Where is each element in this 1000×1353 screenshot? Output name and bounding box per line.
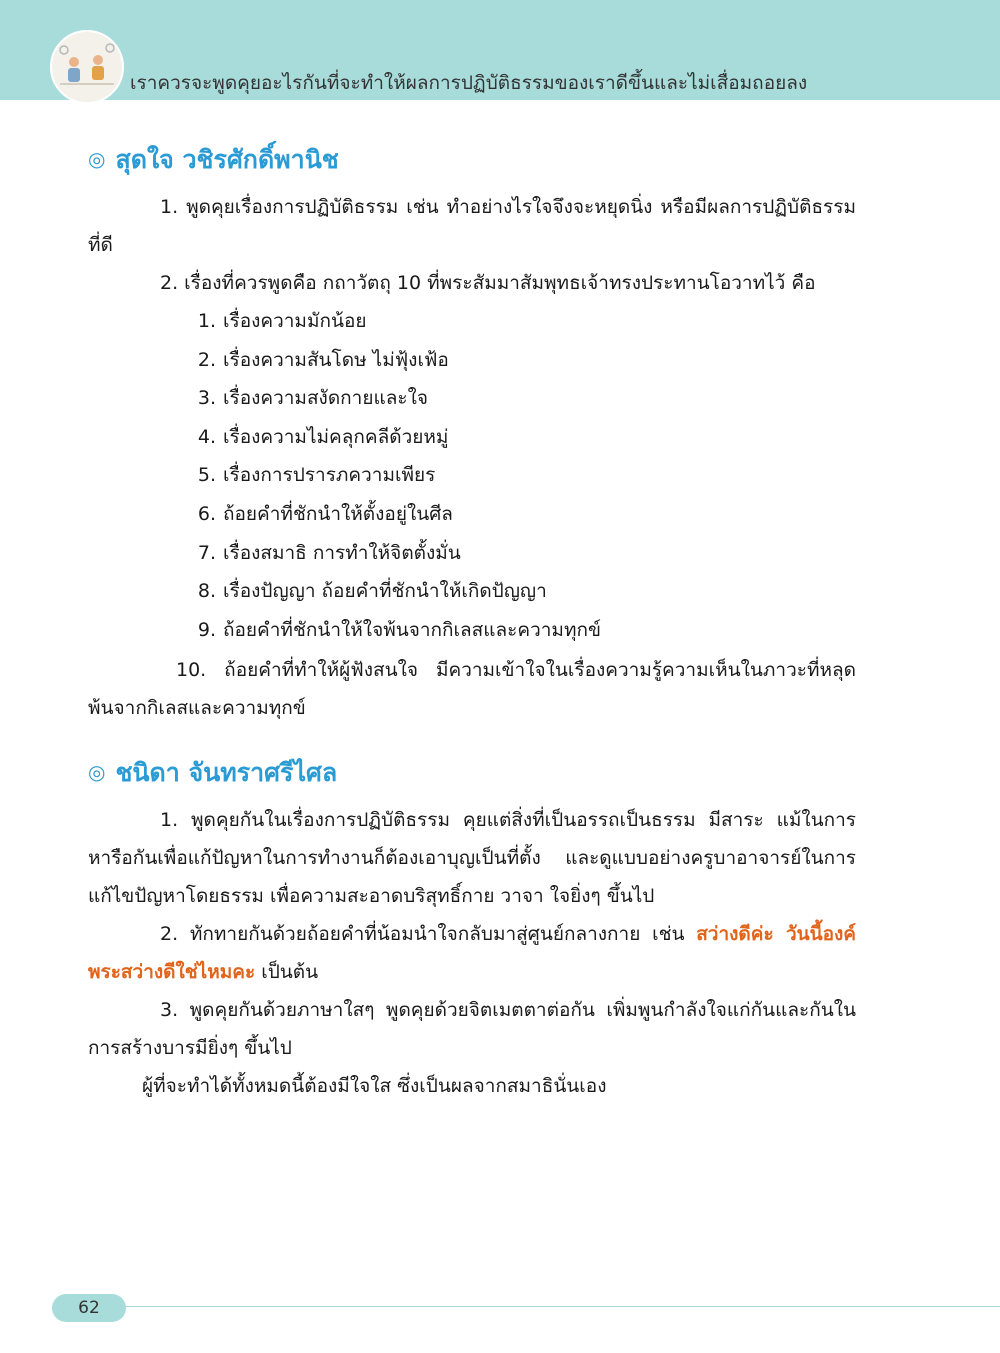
item-text: เรื่องความมักน้อย [223, 310, 367, 332]
item-text: ถ้อยคำที่ชักนำให้ตั้งอยู่ในศีล [223, 502, 453, 525]
main-content [88, 140, 856, 1105]
person-name: ชนิดา จันทราศรีไศล [115, 758, 338, 788]
item-number: 9. [197, 618, 216, 641]
item-text: เรื่องความสงัดกายและใจ [223, 387, 428, 410]
paragraph: 3. พูดคุยกันด้วยภาษาใสๆ พูดคุยด้วยจิตเมตตาต่อกัน เพิ่มพูนกำลังใจแก่กันและกันในการสร้างบารมียิ่งๆ ขึ้นไป [88, 999, 856, 1060]
item-text: เรื่องสมาธิ การทำให้จิตตั้งมั่น [223, 541, 461, 564]
item-text: เรื่องความไม่คลุกคลีด้วยหมู่ [223, 425, 449, 448]
paragraph: 1. พูดคุยกันในเรื่องการปฏิบัติธรรม คุยแต่สิ่งที่เป็นอรรถเป็นธรรม มีสาระ แม้ในการหารือกันเพื่อแก้ปัญหาในการทำงานก็ต้องเอาบุญเป็นที่ตั้ง และดูแบบอย่างครูบาอาจารย์ในการแก้ไขปัญหาโดยธรรม เพื่อความสะอาดบริสุทธิ์กาย วาจา ใจยิ่งๆ ขึ้นไป [88, 809, 856, 908]
item-number: 6. [197, 502, 216, 525]
item-text: เรื่องปัญญา ถ้อยคำที่ชักนำให้เกิดปัญญา [223, 580, 547, 603]
closing-paragraph: ผู้ที่จะทำได้ทั้งหมดนี้ต้องมีใจใส ซึ่งเป็นผลจากสมาธินั่นเอง [142, 1075, 607, 1098]
list-item [88, 534, 856, 573]
highlighted-greeting: สว่างดีค่ะ วันนี้องค์พระสว่างดีใช่ไหมคะ [88, 923, 856, 984]
list-item [88, 611, 856, 650]
list-item [88, 456, 856, 495]
item-number: 3. [197, 387, 216, 410]
meditation-illustration-icon [50, 30, 124, 104]
item-text: เรื่องความสันโดษ ไม่ฟุ้งเฟ้อ [223, 348, 449, 371]
list-item [88, 341, 856, 380]
paragraph-text: เป็นต้น [255, 961, 319, 984]
bullseye-icon: ◎ [88, 147, 106, 171]
page-header-title: เราควรจะพูดคุยอะไรกันที่จะทำให้ผลการปฏิบัติธรรมของเราดีขึ้นและไม่เสื่อมถอยลง [130, 72, 808, 94]
list-item [88, 495, 856, 534]
section-heading-2 [88, 753, 856, 793]
paragraph: 1. พูดคุยเรื่องการปฏิบัติธรรม เช่น ทำอย่างไรใจจึงจะหยุดนิ่ง หรือมีผลการปฏิบัติธรรมที่ดี [88, 196, 856, 256]
bullseye-icon: ◎ [88, 760, 106, 785]
item-number: 1. [197, 310, 216, 332]
item-text: เรื่องการปรารภความเพียร [223, 464, 436, 487]
item-number: 5. [197, 464, 216, 487]
person-name: สุดใจ วชิรศักดิ์พานิช [115, 145, 339, 174]
footer-divider [120, 1306, 1000, 1307]
item-number: 4. [197, 425, 216, 448]
paragraph: 2. เรื่องที่ควรพูดคือ กถาวัตถุ 10 ที่พระสัมมาสัมพุทธเจ้าทรงประทานโอวาทไว้ คือ [160, 272, 816, 294]
item-number: 7. [197, 541, 216, 564]
paragraph [88, 915, 856, 991]
list-item [88, 572, 856, 611]
kathavatthu-list [88, 302, 856, 727]
item-text: ถ้อยคำที่ชักนำให้ใจพ้นจากกิเลสและความทุกข์ [223, 618, 601, 641]
section-heading-1 [88, 140, 856, 180]
list-item [88, 418, 856, 457]
item-number: 8. [197, 580, 216, 603]
list-item [88, 379, 856, 418]
item-number: 2. [197, 348, 216, 371]
list-item [88, 302, 856, 341]
list-item: 10. ถ้อยคำที่ทำให้ผู้ฟังสนใจ มีความเข้าใจในเรื่องความรู้ความเห็นในภาวะที่หลุดพ้นจากกิเลสและความทุกข์ [88, 659, 856, 720]
page-number: 62 [52, 1294, 126, 1322]
paragraph-text: 2. ทักทายกันด้วยถ้อยคำที่น้อมนำใจกลับมาสู่ศูนย์กลางกาย เช่น [160, 923, 697, 946]
